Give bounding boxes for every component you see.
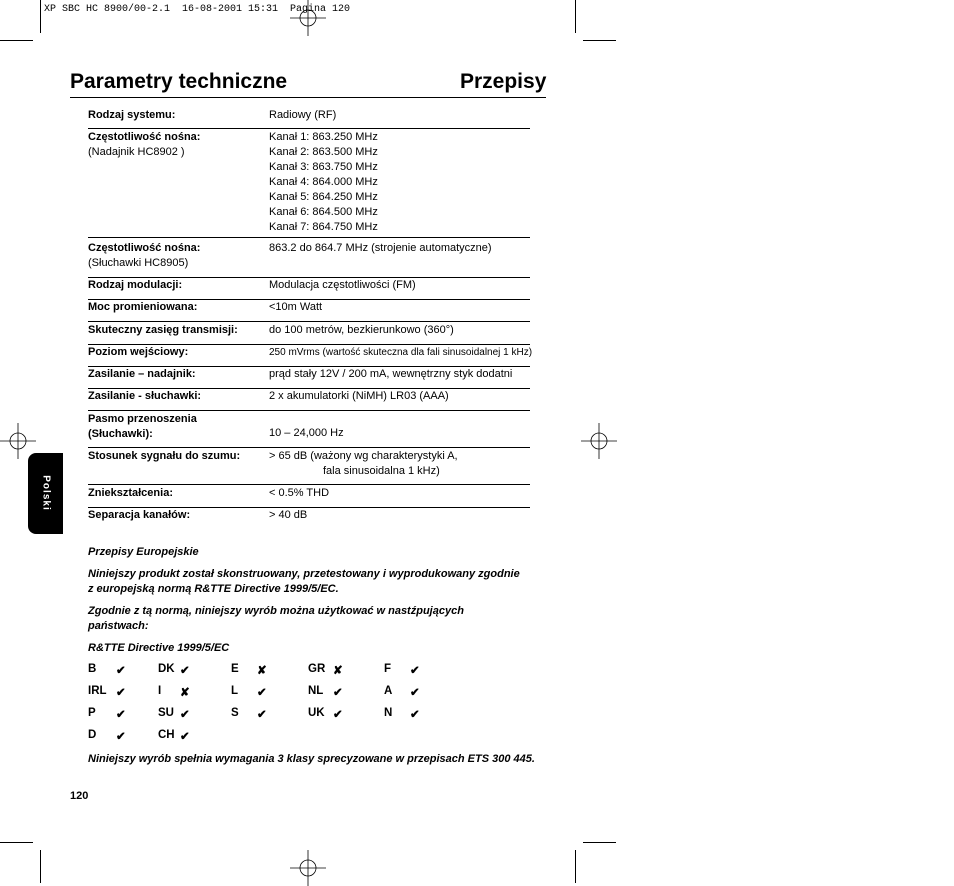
registration-mark-icon (290, 850, 326, 886)
check-icon: ✔ (257, 687, 267, 699)
spec-row (88, 449, 530, 485)
registration-mark-icon (290, 0, 326, 36)
title-divider (70, 97, 546, 98)
spec-value: Kanał 7: 864.750 MHz (269, 221, 378, 233)
check-icon: ✔ (257, 709, 267, 721)
spec-sublabel: (Nadajnik HC8902 ) (88, 146, 185, 158)
regulations-text: z europejską normą R&TTE Directive 1999/5/EC. (88, 583, 339, 595)
spec-label: (Słuchawki): (88, 428, 153, 440)
spec-value: > 40 dB (269, 509, 308, 521)
crop-mark (583, 40, 616, 41)
spec-value: Kanał 3: 863.750 MHz (269, 161, 378, 173)
language-tab-label: Polski (40, 475, 52, 511)
spec-row (88, 130, 530, 238)
spec-value: Kanał 5: 864.250 MHz (269, 191, 378, 203)
cross-icon: ✘ (333, 665, 343, 677)
check-icon: ✔ (333, 687, 343, 699)
country-code: SU (158, 707, 174, 719)
spec-label: Pasmo przenoszenia (88, 413, 197, 425)
spec-row (88, 389, 530, 411)
spec-row (88, 241, 530, 278)
spec-value: 250 mVrms (wartość skuteczna dla fali sinusoidalnej 1 kHz) (269, 347, 533, 358)
spec-row (88, 300, 530, 322)
spec-label: Zasilanie – nadajnik: (88, 368, 196, 380)
spec-label: Rodzaj modulacji: (88, 279, 183, 291)
check-icon: ✔ (180, 709, 190, 721)
crop-mark (40, 850, 41, 883)
spec-sublabel: (Słuchawki HC8905) (88, 257, 189, 269)
crop-mark (40, 0, 41, 33)
spec-label: Rodzaj systemu: (88, 109, 176, 121)
spec-label: Skuteczny zasięg transmisji: (88, 324, 238, 336)
country-code: NL (308, 685, 324, 697)
print-header: XP SBC HC 8900/00-2.1 16-08-2001 15:31 Pagina 120 (44, 4, 351, 15)
section-title: Przepisy (460, 70, 547, 93)
crop-mark (583, 842, 616, 843)
compliance-note: Niniejszy wyrób spełnia wymagania 3 klasy sprecyzowane w przepisach ETS 300 445. (88, 753, 535, 765)
spec-value: Modulacja częstotliwości (FM) (269, 279, 416, 291)
country-code: L (231, 685, 239, 697)
country-code: N (384, 707, 393, 719)
country-code: UK (308, 707, 325, 719)
spec-row (88, 345, 533, 367)
spec-row (88, 412, 530, 448)
spec-value: 2 x akumulatorki (NiMH) LR03 (AAA) (269, 390, 449, 402)
country-code: CH (158, 729, 175, 741)
regulations-heading: Przepisy Europejskie (88, 546, 199, 558)
spec-value: < 0.5% THD (269, 487, 330, 499)
country-code: IRL (88, 685, 107, 697)
page-number: 120 (70, 790, 89, 802)
spec-row (88, 367, 530, 389)
check-icon: ✔ (410, 709, 420, 721)
check-icon: ✔ (116, 665, 126, 677)
spec-value: do 100 metrów, bezkierunkowo (360°) (269, 324, 454, 336)
spec-value: 863.2 do 864.7 MHz (strojenie automatyczne) (269, 242, 492, 254)
check-icon: ✔ (180, 665, 190, 677)
spec-value: Kanał 2: 863.500 MHz (269, 146, 378, 158)
country-code: DK (158, 663, 175, 675)
regulations-text: Niniejszy produkt został skonstruowany, przetestowany i wyprodukowany zgodnie (88, 568, 520, 580)
spec-value: Kanał 4: 864.000 MHz (269, 176, 378, 188)
check-icon: ✔ (116, 709, 126, 721)
spec-row (88, 508, 530, 529)
spec-label: Zniekształcenia: (88, 487, 173, 499)
cross-icon: ✘ (180, 687, 190, 699)
spec-label: Częstotliwość nośna: (88, 131, 201, 143)
spec-value: Kanał 6: 864.500 MHz (269, 206, 378, 218)
spec-row (88, 486, 530, 508)
check-icon: ✔ (333, 709, 343, 721)
spec-row (88, 278, 530, 300)
country-code: P (88, 707, 96, 719)
check-icon: ✔ (116, 731, 126, 743)
crop-mark (0, 40, 33, 41)
check-icon: ✔ (410, 687, 420, 699)
country-code: B (88, 663, 97, 675)
page-title: Parametry techniczne (70, 70, 288, 93)
crop-mark (575, 0, 576, 33)
registration-mark-icon (581, 423, 617, 459)
spec-value: prąd stały 12V / 200 mA, wewnętrzny styk dodatni (269, 368, 513, 380)
spec-row (88, 323, 530, 345)
country-code: I (158, 685, 162, 697)
spec-value: > 65 dB (ważony wg charakterystyki A, (269, 450, 458, 462)
country-code: S (231, 707, 239, 719)
spec-value: 10 – 24,000 Hz (269, 427, 344, 439)
check-icon: ✔ (410, 665, 420, 677)
regulations-text: państwach: (88, 620, 149, 632)
country-code: F (384, 663, 392, 675)
spec-label: Moc promieniowana: (88, 301, 198, 313)
regulations-text: Zgodnie z tą normą, niniejszy wyrób można użytkować w nastźpujących (88, 605, 464, 617)
country-code: A (384, 685, 393, 697)
spec-label: Poziom wejściowy: (88, 346, 189, 358)
country-code: GR (308, 663, 326, 675)
spec-value: fala sinusoidalna 1 kHz) (323, 465, 440, 477)
spec-value: Radiowy (RF) (269, 109, 337, 121)
directive-label: R&TTE Directive 1999/5/EC (88, 642, 230, 654)
check-icon: ✔ (116, 687, 126, 699)
spec-label: Zasilanie - słuchawki: (88, 390, 202, 402)
country-code: E (231, 663, 239, 675)
check-icon: ✔ (180, 731, 190, 743)
spec-value: <10m Watt (269, 301, 323, 313)
spec-label: Stosunek sygnału do szumu: (88, 450, 241, 462)
spec-label: Separacja kanałów: (88, 509, 191, 521)
spec-row (88, 108, 530, 129)
country-code: D (88, 729, 97, 741)
spec-label: Częstotliwość nośna: (88, 242, 201, 254)
crop-mark (0, 842, 33, 843)
spec-value: Kanał 1: 863.250 MHz (269, 131, 378, 143)
crop-mark (575, 850, 576, 883)
cross-icon: ✘ (257, 665, 267, 677)
